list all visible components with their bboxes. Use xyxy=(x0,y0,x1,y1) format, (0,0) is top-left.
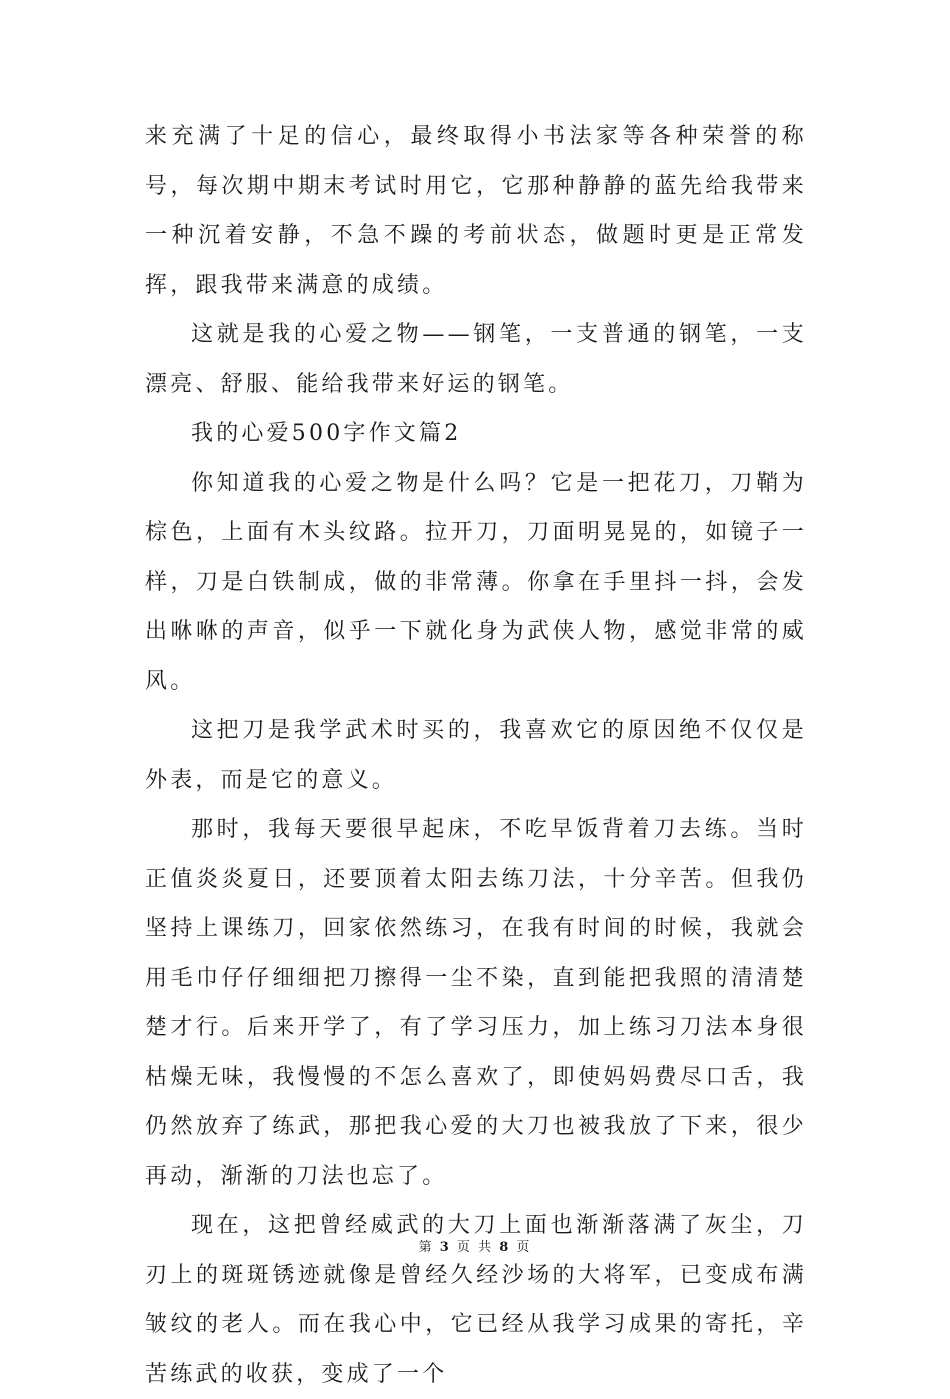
paragraph-4: 这把刀是我学武术时买的，我喜欢它的原因绝不仅仅是外表，而是它的意义。 xyxy=(145,718,807,793)
section-heading: 我的心爱500字作文篇2 xyxy=(191,421,462,446)
paragraph-5: 那时，我每天要很早起床，不吃早饭背着刀去练。当时正值炎炎夏日，还要顶着太阳去练刀法，十分辛苦。但我仍坚持上课练刀，回家依然练习，在我有时间的时候，我就会用毛巾仔仔细细把刀擦得一尘不染，直到能把我照的清清楚楚才行。后来开学了，有了学习压力，加上练习刀法本身很枯燥无味，我慢慢的不怎么喜欢了，即使妈妈费尽口舌，我仍然放弃了练武，那把我心爱的大刀也被我放了下来，很少再动，渐渐的刀法也忘了。 xyxy=(145,817,807,1189)
page-footer xyxy=(0,1236,950,1255)
paragraph-6: 现在，这把曾经威武的大刀上面也渐渐落满了灰尘，刀刃上的斑斑锈迹就像是曾经久经沙场的大将军，已变成布满皱纹的老人。而在我心中，它已经从我学习成果的寄托，辛苦练武的收获，变成了一个 xyxy=(145,1213,807,1387)
paragraph-2: 这就是我的心爱之物——钢笔，一支普通的钢笔，一支漂亮、舒服、能给我带来好运的钢笔。 xyxy=(145,322,807,397)
footer-suffix: 页 xyxy=(516,1240,532,1255)
total-pages-number: 8 xyxy=(499,1240,511,1255)
footer-prefix: 第 xyxy=(418,1240,434,1255)
paragraph-3: 你知道我的心爱之物是什么吗？它是一把花刀，刀鞘为棕色，上面有木头纹路。拉开刀，刀面明晃晃的，如镜子一样，刀是白铁制成，做的非常薄。你拿在手里抖一抖，会发出咻咻的声音，似乎一下就化身为武侠人物，感觉非常的威风。 xyxy=(145,470,807,694)
document-body xyxy=(145,112,807,1399)
paragraph-1: 来充满了十足的信心，最终取得小书法家等各种荣誉的称号，每次期中期末考试时用它，它那种静静的蓝先给我带来一种沉着安静，不急不躁的考前状态，做题时更是正常发挥，跟我带来满意的成绩。 xyxy=(145,124,807,298)
footer-middle: 页 共 xyxy=(456,1240,494,1255)
current-page-number: 3 xyxy=(439,1240,451,1255)
